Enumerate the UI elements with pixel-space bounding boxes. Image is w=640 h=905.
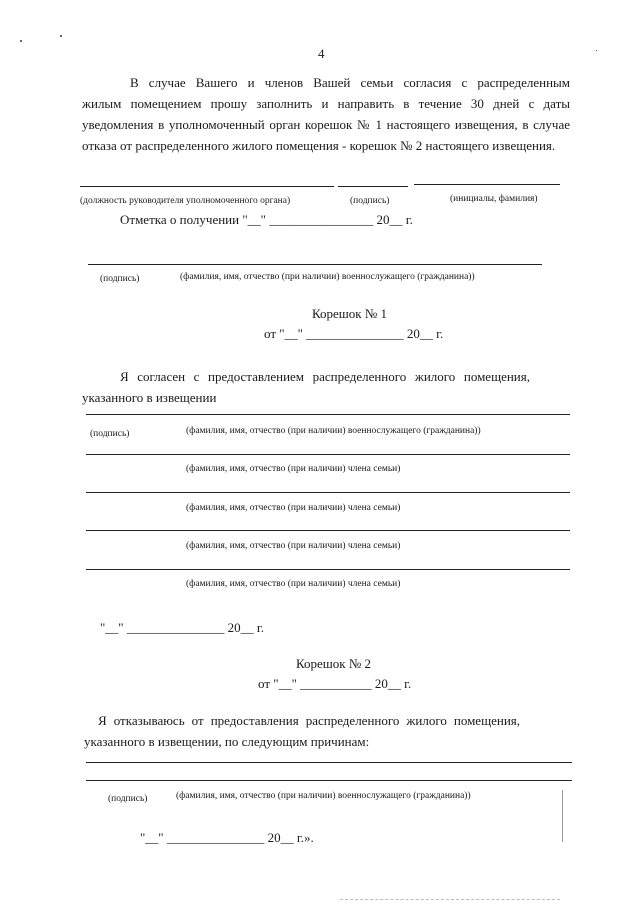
serviceman-signature-caption: (подпись): [100, 274, 140, 284]
officer-position-line: [80, 186, 334, 187]
scan-speck: [596, 50, 597, 51]
margin-mark: [562, 790, 563, 842]
officer-initials-caption: (инициалы, фамилия): [450, 194, 538, 204]
intro-line: отказа от распределенного жилого помещения - корешок № 2 настоящего извещения.: [82, 138, 556, 153]
scan-speck: [60, 35, 62, 37]
intro-line: В случае Вашего и членов Вашей семьи согласия с распределенным: [130, 75, 570, 90]
stub1-serviceman-caption: (фамилия, имя, отчество (при наличии) военнослужащего (гражданина)): [186, 426, 481, 436]
scan-speck: [20, 40, 22, 42]
stub1-statement-line: Я согласен с предоставлением распределенного жилого помещения,: [120, 369, 530, 384]
stub1-date: от "__" _______________ 20__ г.: [264, 326, 444, 341]
stub1-family-caption: (фамилия, имя, отчество (при наличии) члена семьи): [186, 541, 401, 551]
stub2-serviceman-caption: (фамилия, имя, отчество (при наличии) военнослужащего (гражданина)): [176, 791, 471, 801]
stub1-family-line: [86, 454, 570, 455]
stub2-statement: [84, 710, 520, 752]
page-number: 4: [318, 46, 325, 61]
stub1-family-line: [86, 492, 570, 493]
stub1-title: Корешок № 1: [312, 306, 388, 321]
officer-signature-caption: (подпись): [350, 196, 390, 206]
officer-initials-line: [414, 184, 560, 185]
stub1-family-caption: (фамилия, имя, отчество (при наличии) члена семьи): [186, 503, 401, 513]
stub1-signature-caption: (подпись): [90, 429, 130, 439]
intro-line: жилым помещением прошу заполнить и направить в течение 30 дней с даты: [82, 96, 570, 111]
stub2-reason-line: [86, 762, 572, 763]
stub1-family-line: [86, 569, 570, 570]
serviceman-signature-line: [88, 264, 542, 265]
stub2-statement-line: указанного в извещении, по следующим причинам:: [84, 734, 370, 749]
officer-position-caption: (должность руководителя уполномоченного органа): [80, 196, 291, 206]
stub1-family-line: [86, 530, 570, 531]
receipt-mark: Отметка о получении "__" ________________ 20__ г.: [120, 212, 413, 227]
stub2-statement-line: Я отказываюсь от предоставления распределенного жилого помещения,: [98, 713, 520, 728]
stub1-family-caption: (фамилия, имя, отчество (при наличии) члена семьи): [186, 579, 401, 589]
serviceman-name-caption: (фамилия, имя, отчество (при наличии) военнослужащего (гражданина)): [180, 272, 475, 282]
stub2-title: Корешок № 2: [296, 656, 372, 671]
officer-signature-line: [338, 186, 408, 187]
scan-edge: [340, 899, 560, 900]
stub2-reason-line: [86, 780, 572, 781]
intro-line: уведомления в уполномоченный орган корешок № 1 настоящего извещения, в случае: [82, 117, 570, 132]
stub1-serviceman-line: [86, 414, 570, 415]
stub1-statement-line: указанного в извещении: [82, 390, 217, 405]
stub1-closing-date: "__" _______________ 20__ г.: [100, 620, 264, 635]
stub1-family-caption: (фамилия, имя, отчество (при наличии) члена семьи): [186, 464, 401, 474]
stub2-closing-date: "__" _______________ 20__ г.».: [140, 830, 314, 845]
stub1-statement: [82, 366, 530, 408]
stub2-date: от "__" ___________ 20__ г.: [258, 676, 412, 691]
intro-paragraph: [82, 72, 570, 156]
stub2-signature-caption: (подпись): [108, 794, 148, 804]
